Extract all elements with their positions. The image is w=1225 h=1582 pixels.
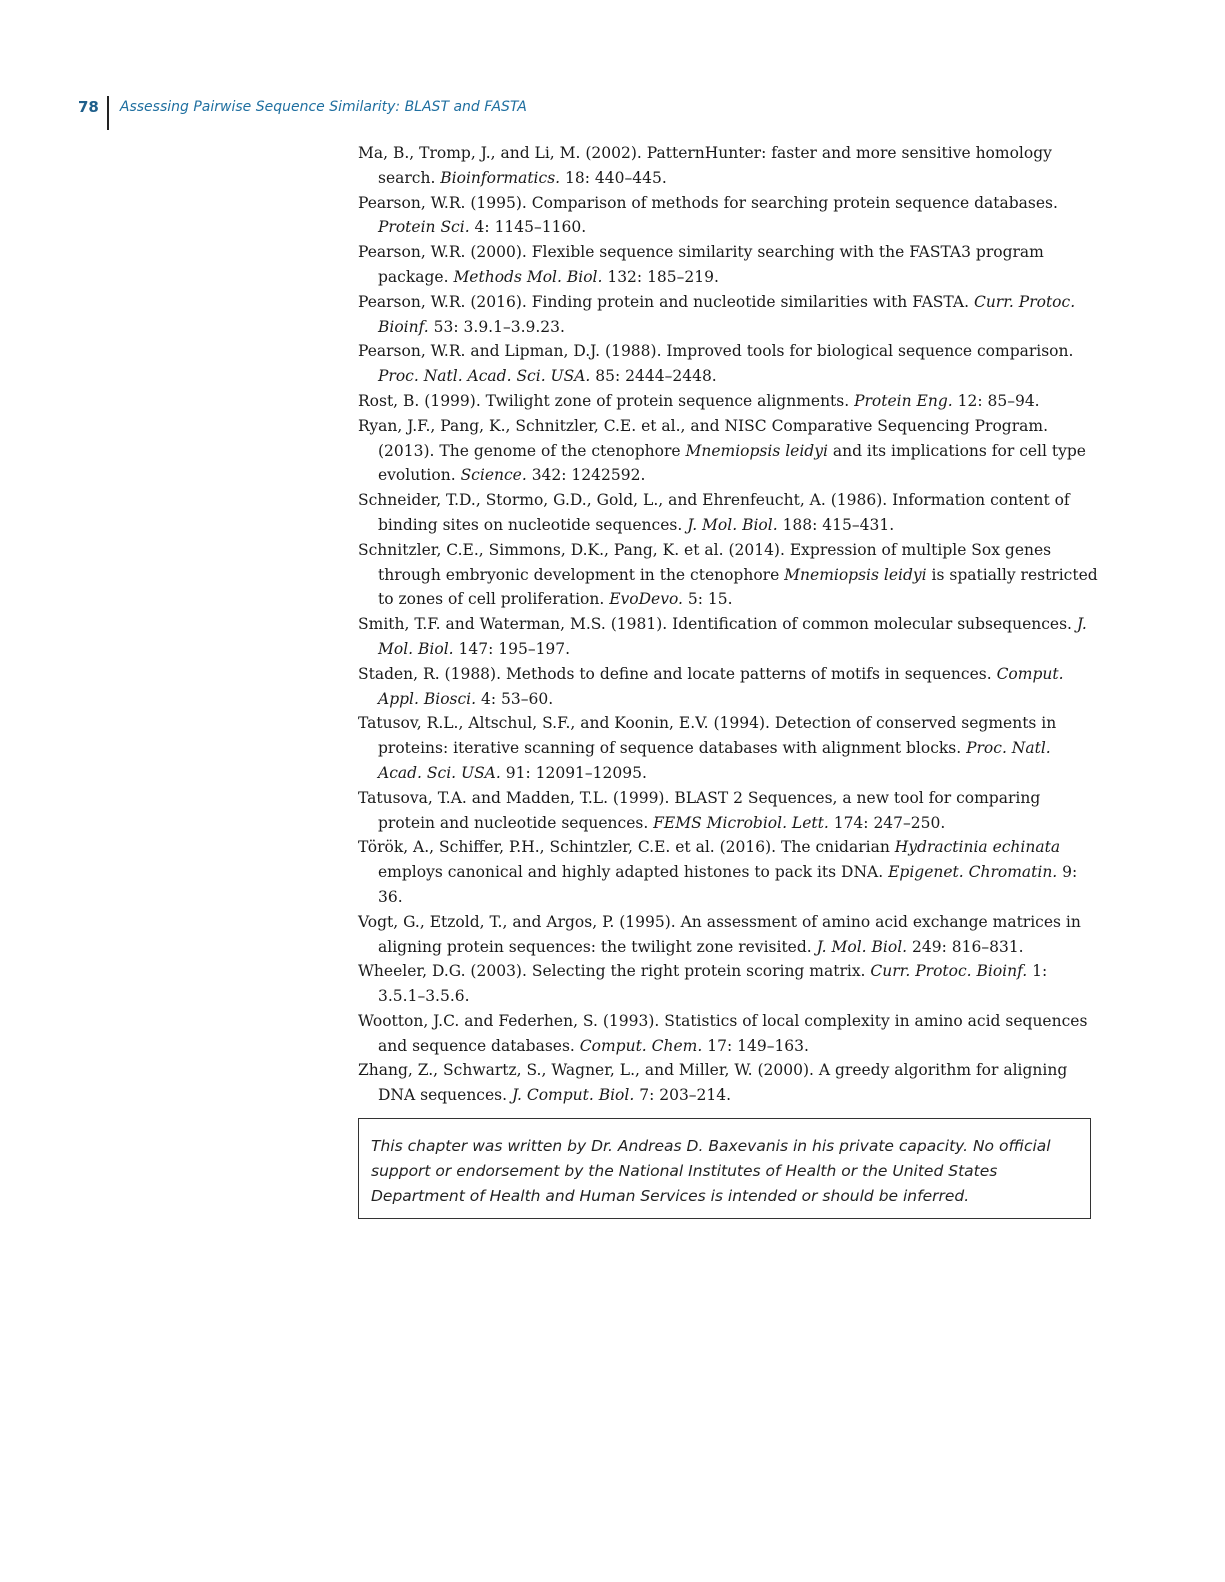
journal-name: Methods Mol. Biol. [453,267,603,286]
journal-name: Epigenet. Chromatin. [888,863,1058,882]
journal-name: Science. [460,466,527,485]
journal-name: Curr. Protoc. Bioinf. [378,292,1076,336]
reference-text: 4: 53–60. [476,689,554,708]
reference-entry [358,959,1098,1009]
journal-name: Proc. Natl. Acad. Sci. USA. [378,739,1051,782]
running-head [78,96,527,130]
reference-entry [358,612,1098,662]
reference-text: employs canonical and highly adapted histones to pack its DNA. [378,863,889,882]
species-name: Mnemiopsis leidyi [685,441,828,460]
reference-text: Ryan, J.F., Pang, K., Schnitzler, C.E. et al., and NISC Comparative Sequencing Program. (2013). The genome of the ctenophore [358,416,1048,460]
reference-text: Wootton, J.C. and Federhen, S. (1993). Statistics of local complexity in amino acid sequences and sequence databases. [358,1011,1088,1055]
journal-name: Comput. Chem. [579,1036,703,1055]
reference-entry [358,191,1098,241]
journal-name: J. Mol. Biol. [687,515,778,534]
reference-text: Smith, T.F. and Waterman, M.S. (1981). Identification of common molecular subsequences. [358,615,1077,634]
disclaimer-box [358,1118,1091,1219]
reference-text: 342: 1242592. [526,466,646,485]
reference-entry [358,1058,1098,1108]
reference-text: 1: 3.5.1–3.5.6. [378,962,1048,1006]
chapter-title: Assessing Pairwise Sequence Similarity: BLAST and FASTA [119,99,527,115]
reference-text: is spatially restricted to zones of cell proliferation. [378,565,1098,609]
journal-name: Curr. Protoc. Bioinf. [870,962,1028,981]
reference-entry [358,290,1098,340]
reference-list [358,141,1098,1108]
reference-text: Wheeler, D.G. (2003). Selecting the right protein scoring matrix. [358,962,871,981]
reference-text: Tatusova, T.A. and Madden, T.L. (1999). BLAST 2 Sequences, a new tool for comparing protein and nucleotide sequences. [358,788,1041,832]
reference-entry [358,240,1098,290]
journal-name: Comput. Appl. Biosci. [378,664,1064,708]
reference-entry [358,910,1098,960]
reference-text: Schnitzler, C.E., Simmons, D.K., Pang, K. et al. (2014). Expression of multiple Sox genes through embryonic development in the ctenophore [358,540,1052,584]
reference-entry [358,339,1098,389]
journal-name: EvoDevo. [609,590,683,609]
species-name: Mnemiopsis leidyi [784,565,927,584]
species-name: Hydractinia echinata [894,838,1061,857]
reference-entry [358,835,1098,909]
reference-entry [358,662,1098,712]
journal-name: Bioinformatics. [440,168,561,187]
reference-text: 147: 195–197. [453,639,571,658]
reference-text: 5: 15. [682,590,733,609]
journal-name: J. Mol. Biol. [816,937,908,956]
header-divider [107,96,109,130]
reference-entry [358,141,1098,191]
page-number: 78 [78,98,99,116]
reference-text: Pearson, W.R. and Lipman, D.J. (1988). Improved tools for biological sequence comparison. [358,342,1074,361]
reference-entry [358,786,1098,836]
reference-text: and its implications for cell type evolution. [378,441,1086,485]
reference-text: 9: 36. [378,863,1078,906]
reference-text: Tatusov, R.L., Altschul, S.F., and Koonin, E.V. (1994). Detection of conserved segments in proteins: iterative scanning of sequence databases with alignment blocks. [358,714,1057,758]
reference-text: 85: 2444–2448. [590,367,717,386]
journal-name: J. Mol. Biol. [378,615,1087,658]
reference-text: Staden, R. (1988). Methods to define and locate patterns of motifs in sequences. [358,664,997,683]
reference-text: 188: 415–431. [777,515,895,534]
reference-text: 18: 440–445. [560,168,667,187]
reference-entry [358,414,1098,488]
reference-text: 174: 247–250. [828,813,946,832]
reference-entry [358,488,1098,538]
reference-text: 91: 12091–12095. [500,763,647,782]
reference-text: 53: 3.9.1–3.9.23. [428,317,565,336]
journal-name: J. Comput. Biol. [511,1086,635,1105]
reference-text: 132: 185–219. [602,267,719,286]
journal-name: Protein Eng. [854,391,953,410]
reference-text: Pearson, W.R. (2016). Finding protein and nucleotide similarities with FASTA. [358,292,974,311]
reference-text: Zhang, Z., Schwartz, S., Wagner, L., and Miller, W. (2000). A greedy algorithm for aligning DNA sequences. [358,1061,1068,1105]
disclaimer-text: This chapter was written by Dr. Andreas D. Baxevanis in his private capacity. No official support or endorsement by the National Institutes of Health or the United States Department of Health and Human Services is intended or should be inferred. [371,1137,1051,1205]
reference-text: 4: 1145–1160. [469,218,587,237]
reference-text: Ma, B., Tromp, J., and Li, M. (2002). PatternHunter: faster and more sensitive homology search. [358,144,1052,187]
journal-name: Proc. Natl. Acad. Sci. USA. [378,367,591,386]
reference-text: 249: 816–831. [907,937,1024,956]
reference-entry [358,711,1098,785]
reference-text: Pearson, W.R. (1995). Comparison of methods for searching protein sequence databases. [358,193,1058,212]
reference-entry [358,538,1098,612]
reference-text: Pearson, W.R. (2000). Flexible sequence similarity searching with the FASTA3 program package. [358,243,1044,286]
reference-text: 7: 203–214. [634,1086,732,1105]
reference-text: Török, A., Schiffer, P.H., Schintzler, C.E. et al. (2016). The cnidarian [358,838,895,857]
reference-text: 12: 85–94. [952,391,1040,410]
journal-name: Protein Sci. [378,218,470,237]
reference-text: 17: 149–163. [702,1036,809,1055]
reference-entry [358,389,1098,414]
journal-name: FEMS Microbiol. Lett. [653,813,829,832]
reference-text: Rost, B. (1999). Twilight zone of protein sequence alignments. [358,391,855,410]
reference-text: Vogt, G., Etzold, T., and Argos, P. (1995). An assessment of amino acid exchange matrices in aligning protein sequences: the twilight zone revisited. [358,912,1081,956]
reference-text: Schneider, T.D., Stormo, G.D., Gold, L., and Ehrenfeucht, A. (1986). Information content of binding sites on nucleotide sequences. [358,491,1070,534]
reference-entry [358,1009,1098,1059]
